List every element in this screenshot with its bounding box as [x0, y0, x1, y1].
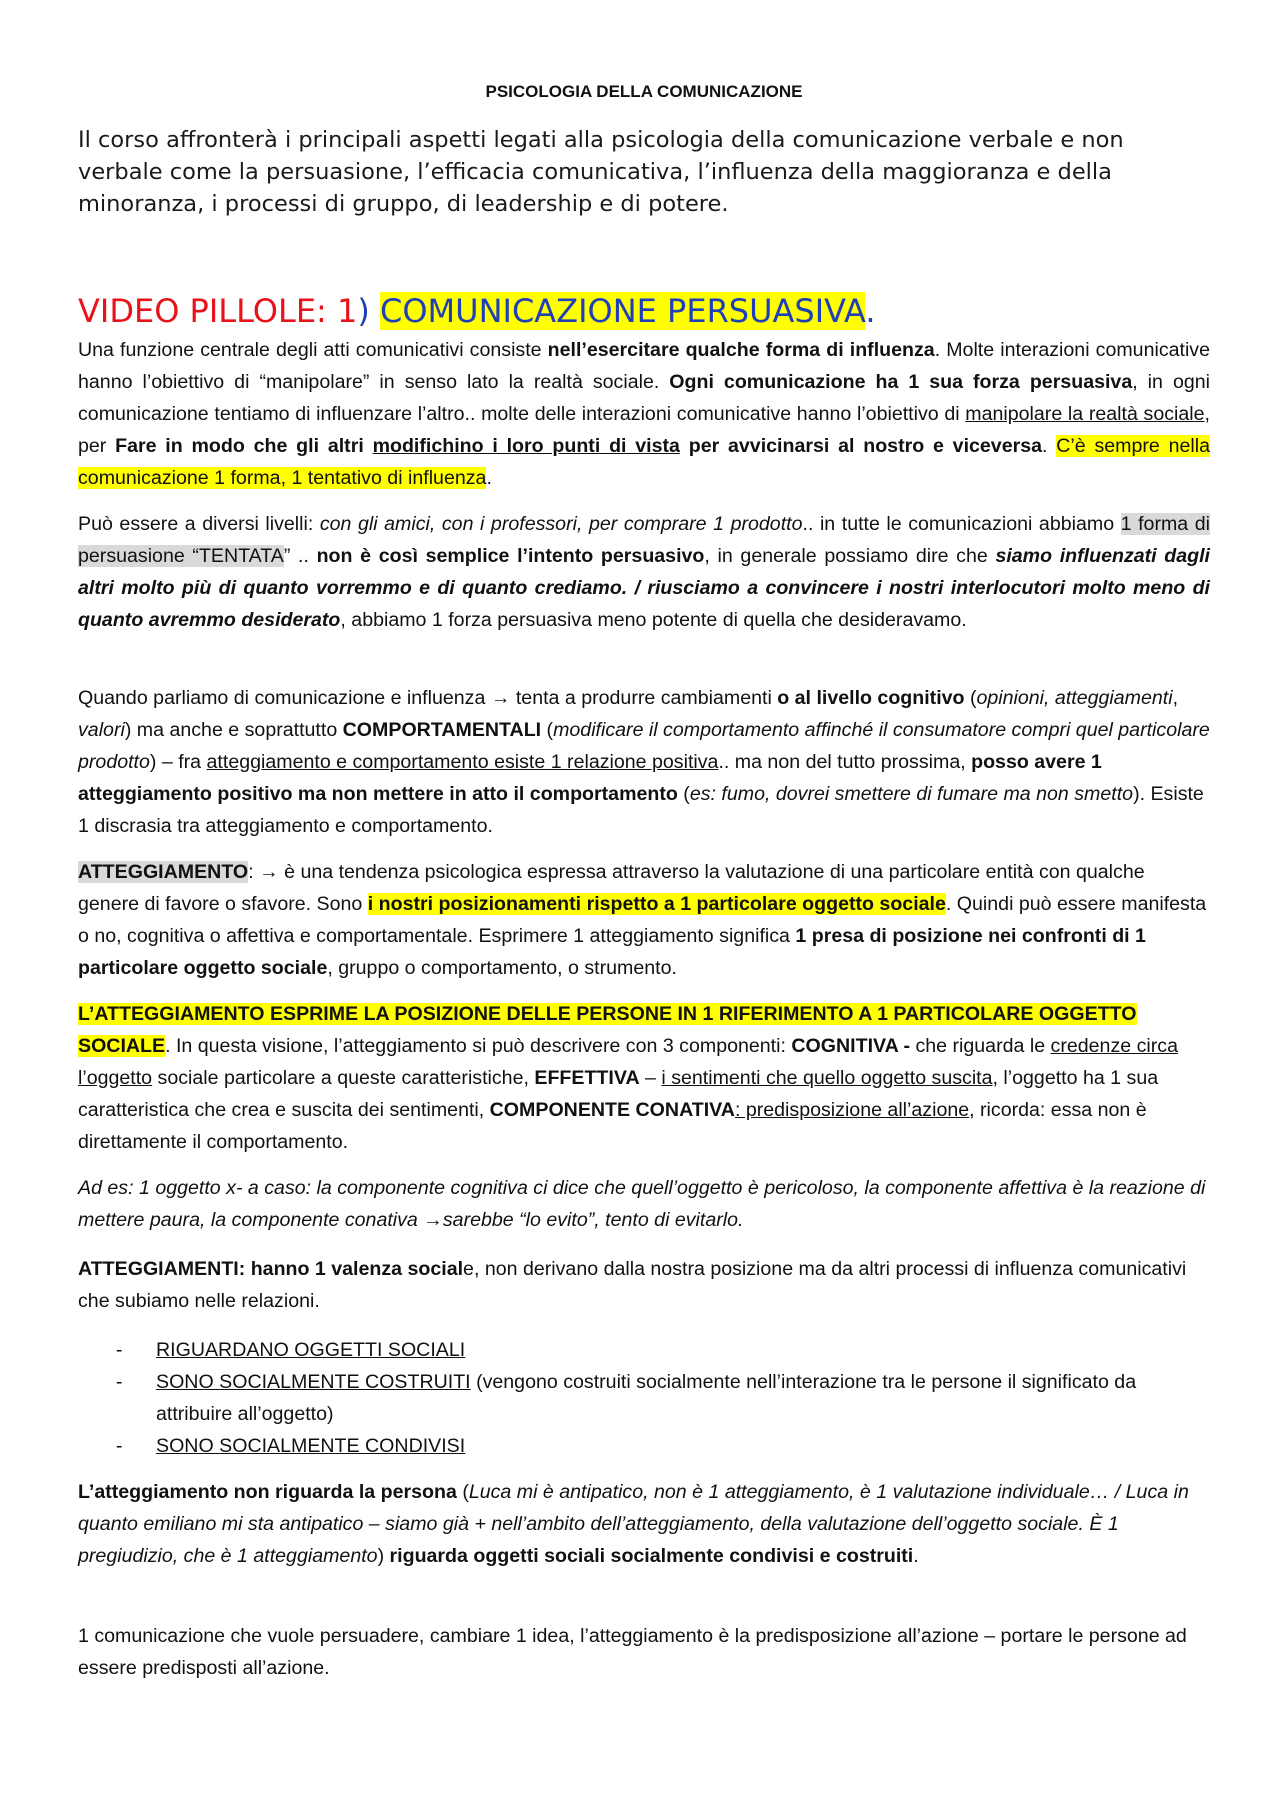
paragraph-cambiamenti — [78, 682, 1210, 842]
text: ( — [456, 1481, 469, 1503]
underlined-text: i sentimenti che quello oggetto suscita — [661, 1067, 993, 1089]
heading-paren: ) — [357, 292, 370, 330]
paragraph-persona — [78, 1476, 1210, 1572]
paragraph-esempio — [78, 1172, 1210, 1236]
dash-bullet-icon: - — [116, 1339, 123, 1361]
heading-highlight: COMUNICAZIONE PERSUASIVA — [380, 292, 866, 330]
text: Quando parliamo di comunicazione e influenza — [78, 687, 491, 709]
gray-highlighted-text: 1 forma di persuasione “TENTATA — [78, 513, 1210, 567]
italic-text: Luca mi è antipatico, non è 1 atteggiamento, è 1 valutazione individuale… / Luca in quanto emiliano mi sta antipatico – siamo già + nell’ambito dell’atteggiamento, della valutazione dell’oggetto sociale. È 1 pregiudizio, che è 1 atteggiamento — [78, 1481, 1189, 1567]
heading-prefix: VIDEO PILLOLE: 1 — [78, 292, 358, 330]
bold-text: 1 presa di posizione nei confronti di 1 particolare oggetto sociale — [78, 925, 1146, 979]
bold-text: L’atteggiamento non riguarda la persona — [78, 1481, 457, 1503]
paragraph-influenza — [78, 334, 1210, 494]
underlined-text: manipolare la realtà sociale — [965, 403, 1205, 425]
paragraph-valenza-sociale — [78, 1253, 1210, 1317]
text: ( — [541, 719, 554, 741]
bold-text: riguarda oggetti sociali socialmente condivisi e costruiti — [389, 1545, 914, 1567]
text: . In questa visione, l’atteggiamento si può descrivere con 3 componenti: — [165, 1035, 792, 1057]
underlined-text: credenze circa l’oggetto — [78, 1035, 1178, 1089]
italic-text: modificare il comportamento affinché il consumatore compri quel particolare prodotto — [78, 719, 1210, 773]
bold-text: ATTEGGIAMENTI: hanno 1 valenza social — [78, 1258, 464, 1280]
bold-underlined-text: modifichino i loro punti di vista — [372, 435, 680, 457]
list-item — [78, 1334, 1210, 1366]
text: , abbiamo 1 forza persuasiva meno potente di quella che desideravamo. — [340, 609, 967, 631]
text: : — [248, 861, 260, 883]
text: ( — [964, 687, 977, 709]
bold-text: Ogni comunicazione ha 1 sua forza persuasiva — [669, 371, 1133, 393]
text: Una funzione centrale degli atti comunicativi consiste — [78, 339, 548, 361]
bold-text: COGNITIVA - — [791, 1035, 911, 1057]
paragraph-componenti — [78, 998, 1210, 1158]
text: .. in tutte le comunicazioni abbiamo — [802, 513, 1121, 535]
italic-text: valori — [78, 719, 125, 741]
paragraph-atteggiamento — [78, 856, 1210, 984]
dash-bullet-icon: - — [116, 1435, 123, 1457]
underlined-text: : predisposizione all’azione — [734, 1099, 970, 1121]
document-title: PSICOLOGIA DELLA COMUNICAZIONE — [485, 82, 803, 101]
text: ) — [377, 1545, 390, 1567]
dash-bullet-icon: - — [116, 1371, 123, 1393]
text: ) ma anche e soprattutto — [124, 719, 343, 741]
underlined-text: RIGUARDANO OGGETTI SOCIALI — [156, 1339, 466, 1361]
intro-paragraph: Il corso affronterà i principali aspetti legati alla psicologia della comunicazione verbale e non verbale come la persuasione, l’efficacia comunicativa, l’influenza della maggioranza e della minoranza, i processi di gruppo, di leadership e di potere. — [78, 127, 1124, 217]
paragraph-persuadere — [78, 1620, 1210, 1684]
text: ) – fra — [149, 751, 207, 773]
text: , — [1172, 687, 1179, 709]
bold-text: o al livello cognitivo — [777, 687, 965, 709]
text: , ricorda: essa non è direttamente il comportamento. — [78, 1099, 1147, 1153]
text: e, non derivano dalla nostra posizione ma da altri processi di influenza comunicativi che subiamo nelle relazioni. — [78, 1258, 1187, 1312]
list-item — [78, 1430, 1210, 1462]
text: , l’oggetto ha 1 sua caratteristica che crea e suscita dei sentimenti, — [78, 1067, 1159, 1121]
underlined-text: SONO SOCIALMENTE COSTRUITI — [156, 1371, 471, 1393]
text: .. ma non del tutto prossima, — [718, 751, 972, 773]
text: . — [913, 1545, 919, 1567]
text: ). Esiste 1 discrasia tra atteggiamento e comportamento. — [78, 783, 1204, 837]
text: . — [486, 467, 492, 489]
section-heading — [78, 291, 876, 331]
bold-highlighted-text: i nostri posizionamenti rispetto a 1 particolare oggetto sociale — [367, 893, 946, 915]
bold-text: per avvicinarsi al nostro e viceversa — [679, 435, 1043, 457]
text: 1 comunicazione che vuole persuadere, cambiare 1 idea, l’atteggiamento è la predisposizione all’azione – portare le persone ad essere predisposti all’azione. — [78, 1625, 1187, 1679]
italic-text: sarebbe “lo evito”, tento di evitarlo. — [442, 1209, 744, 1231]
text: tenta a produrre cambiamenti — [510, 687, 778, 709]
arrow-icon: → — [259, 861, 279, 883]
text: ( — [677, 783, 690, 805]
text: – — [639, 1067, 662, 1089]
highlighted-text: C’è sempre nella comunicazione 1 forma, 1 tentativo di influenza — [78, 435, 1210, 489]
bold-text: posso avere 1 atteggiamento positivo ma non mettere in atto il comportamento — [78, 751, 1102, 805]
text: , in ogni comunicazione tentiamo di influenzare l’altro.. molte delle interazioni comunicative hanno l’obiettivo di — [78, 371, 1210, 425]
arrow-icon: → — [423, 1209, 443, 1231]
bold-text: EFFETTIVA — [534, 1067, 640, 1089]
text: , gruppo o comportamento, o strumento. — [327, 957, 677, 979]
text: sociale particolare a queste caratteristiche, — [152, 1067, 535, 1089]
bold-highlighted-text: L’ATTEGGIAMENTO ESPRIME LA POSIZIONE DELLE PERSONE IN 1 RIFERIMENTO A 1 PARTICOLARE OGGETTO SOCIALE — [78, 1003, 1137, 1057]
bold-text: Fare in modo che gli altri — [115, 435, 373, 457]
italic-text: con gli amici, con i professori, per comprare 1 prodotto — [319, 513, 803, 535]
underlined-text: atteggiamento e comportamento esiste 1 relazione positiva — [206, 751, 719, 773]
text: . — [1042, 435, 1057, 457]
italic-text: es: fumo, dovrei smettere di fumare ma non smetto — [689, 783, 1134, 805]
gray-highlighted-term: ATTEGGIAMENTO — [78, 861, 249, 883]
bold-text: COMPONENTE CONATIVA — [489, 1099, 735, 1121]
text: . Molte interazioni comunicative hanno l’obiettivo di “manipolare” in senso lato la realtà sociale. — [78, 339, 1211, 393]
italic-text: Ad es: 1 oggetto x- a caso: la componente cognitiva ci dice che quell’oggetto è pericoloso, la componente affettiva è la reazione di mettere paura, la componente conativa — [78, 1177, 1206, 1231]
text: . Quindi può essere manifesta o no, cognitiva o affettiva e comportamentale. Esprimere 1 atteggiamento significa — [78, 893, 1207, 947]
bullet-list — [78, 1334, 1210, 1462]
text: , per — [78, 403, 1210, 457]
italic-text: opinioni, atteggiamenti — [976, 687, 1173, 709]
heading-suffix: . — [865, 292, 876, 330]
text: è una tendenza psicologica espressa attraverso la valutazione di una particolare entità con qualche genere di favore o sfavore. Sono — [78, 861, 1145, 915]
arrow-icon: → — [490, 687, 511, 709]
bold-text: COMPORTAMENTALI — [342, 719, 542, 741]
bold-text: non è così semplice l’intento persuasivo — [316, 545, 705, 567]
underlined-text: SONO SOCIALMENTE CONDIVISI — [156, 1435, 466, 1457]
list-item — [78, 1366, 1210, 1430]
text: , in generale possiamo dire che — [704, 545, 996, 567]
bold-italic-text: siamo influenzati dagli altri molto più di quanto vorremmo e di quanto crediamo. / riusciamo a convincere i nostri interlocutori molto meno di quanto avremmo desiderato — [78, 545, 1210, 631]
text: ” .. — [283, 545, 317, 567]
text: (vengono costruiti socialmente nell’interazione tra le persone il significato da attribuire all’oggetto) — [156, 1371, 1137, 1425]
bold-text: nell’esercitare qualche forma di influenza — [547, 339, 935, 361]
paragraph-livelli — [78, 508, 1210, 636]
text: che riguarda le — [910, 1035, 1051, 1057]
text: Può essere a diversi livelli: — [78, 513, 320, 535]
